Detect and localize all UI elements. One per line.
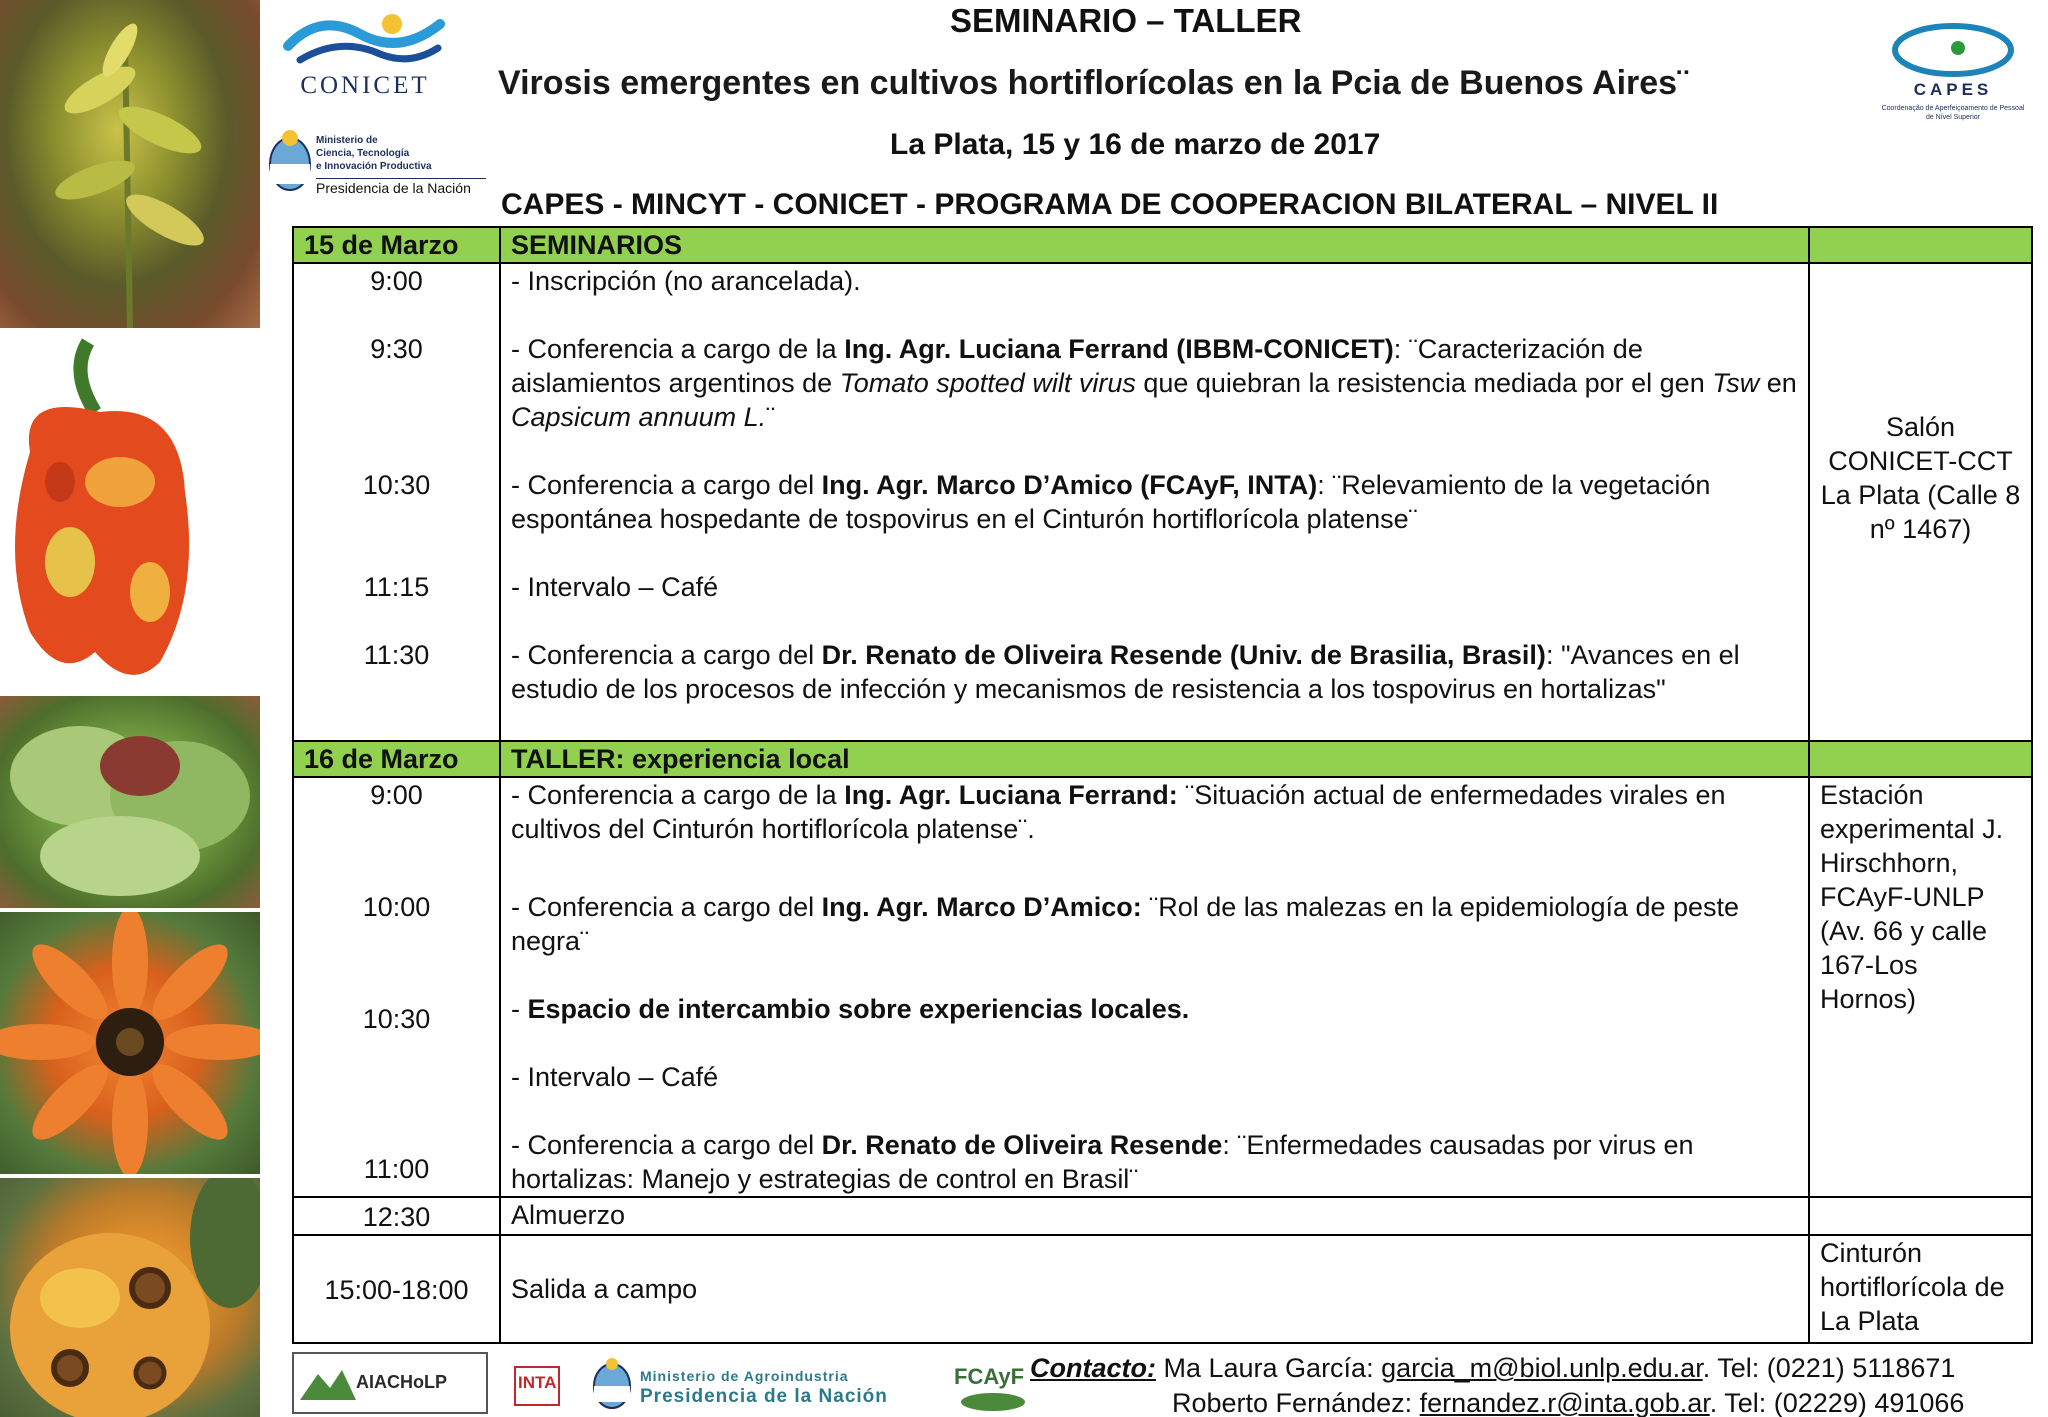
day2-entries <box>500 777 1809 1197</box>
page-title: SEMINARIO – TALLER <box>950 2 1302 39</box>
speaker-name: Dr. Renato de Oliveira Resende (Univ. de Brasilia, Brasil) <box>821 640 1546 670</box>
day1-section: SEMINARIOS <box>500 227 1809 263</box>
day1-body-row <box>293 263 2032 741</box>
capes-subtitle: Coordenação de Aperfeiçoamento de Pessoal de Nível Superior <box>1881 105 2025 121</box>
entry-text: - Conferencia a cargo del <box>511 1130 822 1160</box>
day2-times <box>293 777 500 1197</box>
conicet-wordmark: CONICET <box>300 72 430 99</box>
entry-registration: - Inscripción (no arancelada). <box>511 266 861 296</box>
conicet-logo <box>280 10 450 100</box>
photo-lettuce <box>0 696 260 908</box>
entry-text: en <box>1759 368 1797 398</box>
argentina-coat-of-arms-icon <box>590 1356 634 1410</box>
lunch-row <box>293 1197 2032 1235</box>
fcayf-logo <box>952 1352 1034 1414</box>
contact-name-1: Ma Laura García: <box>1155 1353 1382 1383</box>
mincyt-presidencia: Presidencia de la Nación <box>316 178 486 196</box>
conicet-wave-icon <box>280 10 450 70</box>
contact-name-2: Roberto Fernández: <box>1172 1388 1420 1417</box>
fcayf-wordmark: FCAyF <box>954 1364 1025 1389</box>
aiacholp-logo <box>292 1352 488 1414</box>
entry-conference-damico <box>511 890 1798 992</box>
entry-text: ¨ <box>766 402 776 432</box>
mincyt-line-2: Ciencia, Tecnología <box>316 148 410 159</box>
contact-email-2[interactable]: fernandez.r@inta.gob.ar <box>1419 1388 1710 1417</box>
mincyt-name <box>316 134 432 173</box>
entry-break: - Intervalo – Café <box>511 572 719 602</box>
contact-label: Contacto: <box>1030 1353 1156 1383</box>
aiacholp-wordmark: AIACHoLP <box>356 1372 447 1392</box>
lunch-entry: Almuerzo <box>500 1197 1809 1235</box>
contact-email-1[interactable]: garcia_m@biol.unlp.edu.ar <box>1381 1353 1703 1383</box>
speaker-name: Dr. Renato de Oliveira Resende <box>821 1130 1223 1160</box>
entry-text: : ¨Enfermedades causadas por virus en hortalizas: Manejo y estrategias de control en Brasil¨ <box>511 1130 1694 1194</box>
time-slot: 11:30 <box>363 640 430 670</box>
agro-line-2: Presidencia de la Nación <box>640 1386 888 1407</box>
capes-logo <box>1878 18 2028 128</box>
speaker-name: Ing. Agr. Luciana Ferrand (IBBM-CONICET) <box>844 334 1394 364</box>
program-line: CAPES - MINCYT - CONICET - PROGRAMA DE COOPERACION BILATERAL – NIVEL II <box>501 188 1719 221</box>
speaker-name: Ing. Agr. Luciana Ferrand: <box>844 780 1178 810</box>
mincyt-line-3: e Innovación Productiva <box>316 161 432 172</box>
entry-text: ¨Rol de las malezas en la epidemiología de peste negra¨ <box>511 892 1740 956</box>
time-slot: 9:30 <box>370 334 423 364</box>
entry-text: - Conferencia a cargo de la <box>511 334 845 364</box>
entry-conference-damico <box>511 468 1798 570</box>
time-slot: 9:00 <box>370 266 423 296</box>
day2-header-row <box>293 741 2032 777</box>
photo-tomato-spots <box>0 1178 260 1417</box>
photo-plant-leaves <box>0 0 260 328</box>
entry-break: - Intervalo – Café <box>511 1062 719 1092</box>
time-slot: 11:15 <box>363 572 430 602</box>
mountain-icon <box>298 1364 358 1404</box>
agroindustria-logo <box>588 1352 938 1414</box>
entry-text: ¨Situación actual de enfermedades virales en cultivos del Cinturón hortiflorícola platense¨. <box>511 780 1726 844</box>
entry-conference-ferrand <box>511 332 1798 468</box>
event-date: La Plata, 15 y 16 de marzo de 2017 <box>890 128 1381 161</box>
mincyt-line-1: Ministerio de <box>316 135 378 146</box>
entry-text: - Conferencia a cargo del <box>511 640 822 670</box>
contact-tel-1: . Tel: (0221) 5118671 <box>1702 1353 1956 1383</box>
day1-place-header <box>1809 227 2032 263</box>
photo-strip <box>0 0 260 1417</box>
day2-place-header <box>1809 741 2032 777</box>
entry-conference-ferrand <box>511 778 1798 890</box>
day1-times <box>293 263 500 741</box>
day2-section: TALLER: experiencia local <box>500 741 1809 777</box>
field-time: 15:00-18:00 <box>293 1235 500 1343</box>
day2-date: 16 de Marzo <box>293 741 500 777</box>
leaf-icon <box>958 1392 1028 1412</box>
lunch-place <box>1809 1197 2032 1235</box>
capes-ring-icon <box>1878 18 2028 78</box>
photo-gerbera-flower <box>0 912 260 1174</box>
field-place: Cinturón hortiflorícola de La Plata <box>1809 1235 2032 1343</box>
day1-date: 15 de Marzo <box>293 227 500 263</box>
entry-text: - <box>511 994 528 1024</box>
entry-text: - Conferencia a cargo de la <box>511 780 845 810</box>
contact-line-2 <box>1172 1386 1964 1417</box>
schedule-table <box>292 226 2033 1344</box>
entry-text: : ¨Caracterización de aislamientos argentinos de <box>511 334 1643 398</box>
species-name: Tomato spotted wilt virus <box>839 368 1136 398</box>
field-entry: Salida a campo <box>500 1235 1809 1343</box>
field-row <box>293 1235 2032 1343</box>
entry-conference-resende <box>511 638 1798 740</box>
day2-body-row <box>293 777 2032 1197</box>
entry-highlight: Espacio de intercambio sobre experiencias locales. <box>527 994 1190 1024</box>
time-slot: 11:00 <box>363 1154 430 1184</box>
inta-logo <box>514 1366 560 1406</box>
event-subtitle: Virosis emergentes en cultivos hortiflorícolas en la Pcia de Buenos Aires¨ <box>498 64 1689 102</box>
inta-wordmark: INTA <box>518 1373 557 1392</box>
day2-place: Estación experimental J. Hirschhorn, FCAyF-UNLP (Av. 66 y calle 167-Los Hornos) <box>1809 777 2032 1197</box>
day1-entries <box>500 263 1809 741</box>
time-slot: 9:00 <box>370 780 423 810</box>
entry-local-exchange <box>511 992 1798 1060</box>
mincyt-logo <box>268 128 488 202</box>
lunch-time: 12:30 <box>293 1197 500 1235</box>
agro-line-1: Ministerio de Agroindustria <box>640 1368 849 1384</box>
entry-text: - Conferencia a cargo del <box>511 470 822 500</box>
time-slot: 10:00 <box>362 892 431 922</box>
entry-text: que quiebran la resistencia mediada por el gen <box>1135 368 1713 398</box>
argentina-coat-of-arms-icon <box>268 128 312 198</box>
capes-wordmark: CAPES <box>1913 80 1993 99</box>
entry-text: - Conferencia a cargo del <box>511 892 822 922</box>
day1-place: Salón CONICET-CCT La Plata (Calle 8 nº 1467) <box>1809 263 2032 741</box>
entry-conference-resende <box>511 1128 1798 1196</box>
speaker-name: Ing. Agr. Marco D’Amico (FCAyF, INTA) <box>821 470 1318 500</box>
gene-name: Tsw <box>1712 368 1760 398</box>
photo-pepper <box>0 332 260 692</box>
species-name: Capsicum annuum L. <box>511 402 767 432</box>
time-slot: 10:30 <box>362 1004 431 1034</box>
speaker-name: Ing. Agr. Marco D’Amico: <box>821 892 1142 922</box>
time-slot: 10:30 <box>362 470 431 500</box>
contact-line-1 <box>1030 1351 1955 1385</box>
day1-header-row <box>293 227 2032 263</box>
contact-tel-2: . Tel: (02229) 491066 <box>1709 1388 1965 1417</box>
entry-text: : "Avances en el estudio de los procesos de infección y mecanismos de resistencia a los tospovirus en hortalizas" <box>511 640 1740 704</box>
entry-text: : ¨Relevamiento de la vegetación espontánea hospedante de tospovirus en el Cinturón hortiflorícola platense¨ <box>511 470 1711 534</box>
